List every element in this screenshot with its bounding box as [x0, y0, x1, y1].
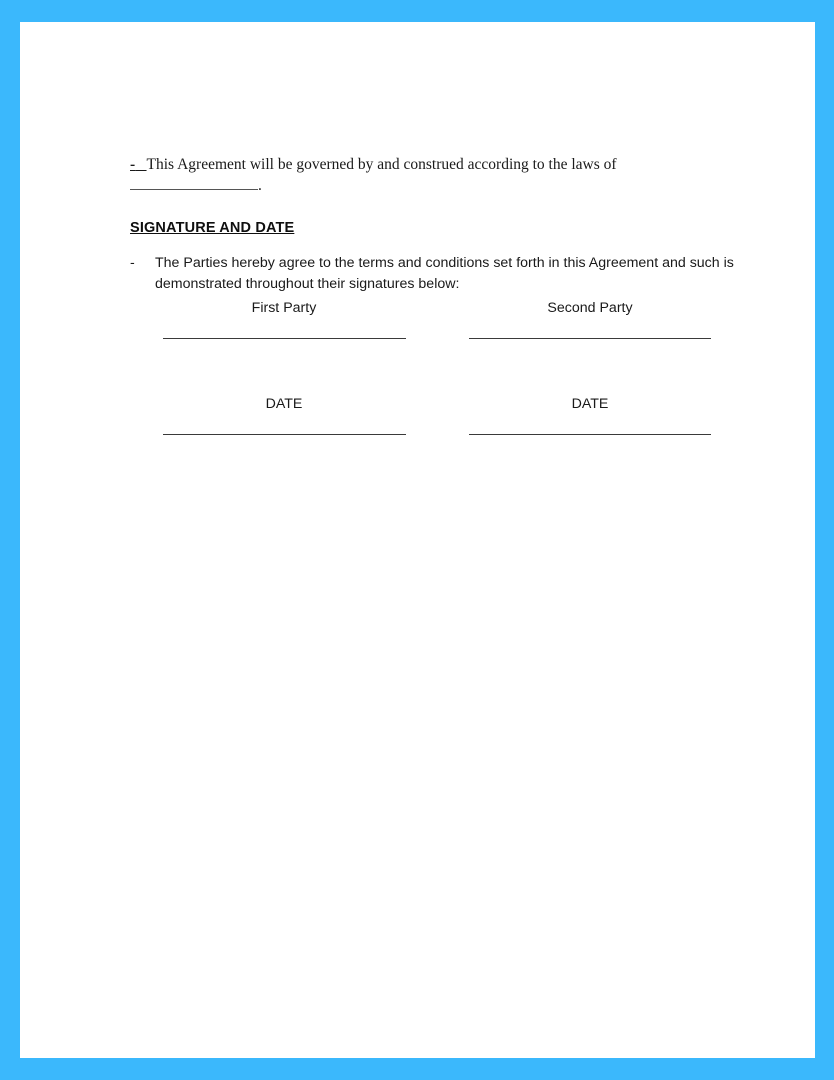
- signature-line-second-party[interactable]: [469, 338, 711, 339]
- signature-line-first-party[interactable]: [163, 338, 406, 339]
- clause-governing-law-period: .: [258, 176, 262, 194]
- governing-law-blank-field[interactable]: [130, 176, 258, 190]
- clause-dash-marker: -: [130, 155, 136, 173]
- clause-tab-underline: [135, 156, 146, 173]
- date-line-first-party[interactable]: [163, 434, 406, 435]
- bullet-marker: -: [130, 255, 135, 272]
- label-date-first-party: DATE: [265, 396, 303, 412]
- signature-block: [130, 300, 755, 462]
- signature-block-spacer: [130, 366, 755, 396]
- date-line-row: [130, 434, 755, 462]
- date-line-second-party[interactable]: [469, 434, 711, 435]
- date-label-row: [130, 396, 755, 434]
- clause-governing-law: [130, 154, 750, 196]
- label-date-second-party: DATE: [571, 396, 609, 412]
- clause-parties-agreement: [130, 253, 755, 295]
- label-second-party: Second Party: [547, 300, 633, 316]
- document-page: [20, 22, 815, 1058]
- signature-line-row: [130, 338, 755, 366]
- clause-parties-agreement-text: The Parties hereby agree to the terms and conditions set forth in this Agreement and such is demonstrated throughout their signatures below:: [155, 255, 734, 293]
- party-label-row: [130, 300, 755, 338]
- section-heading-signature-and-date: SIGNATURE AND DATE: [130, 220, 295, 237]
- label-first-party: First Party: [251, 300, 317, 316]
- clause-governing-law-text: This Agreement will be governed by and construed according to the laws of: [146, 155, 617, 173]
